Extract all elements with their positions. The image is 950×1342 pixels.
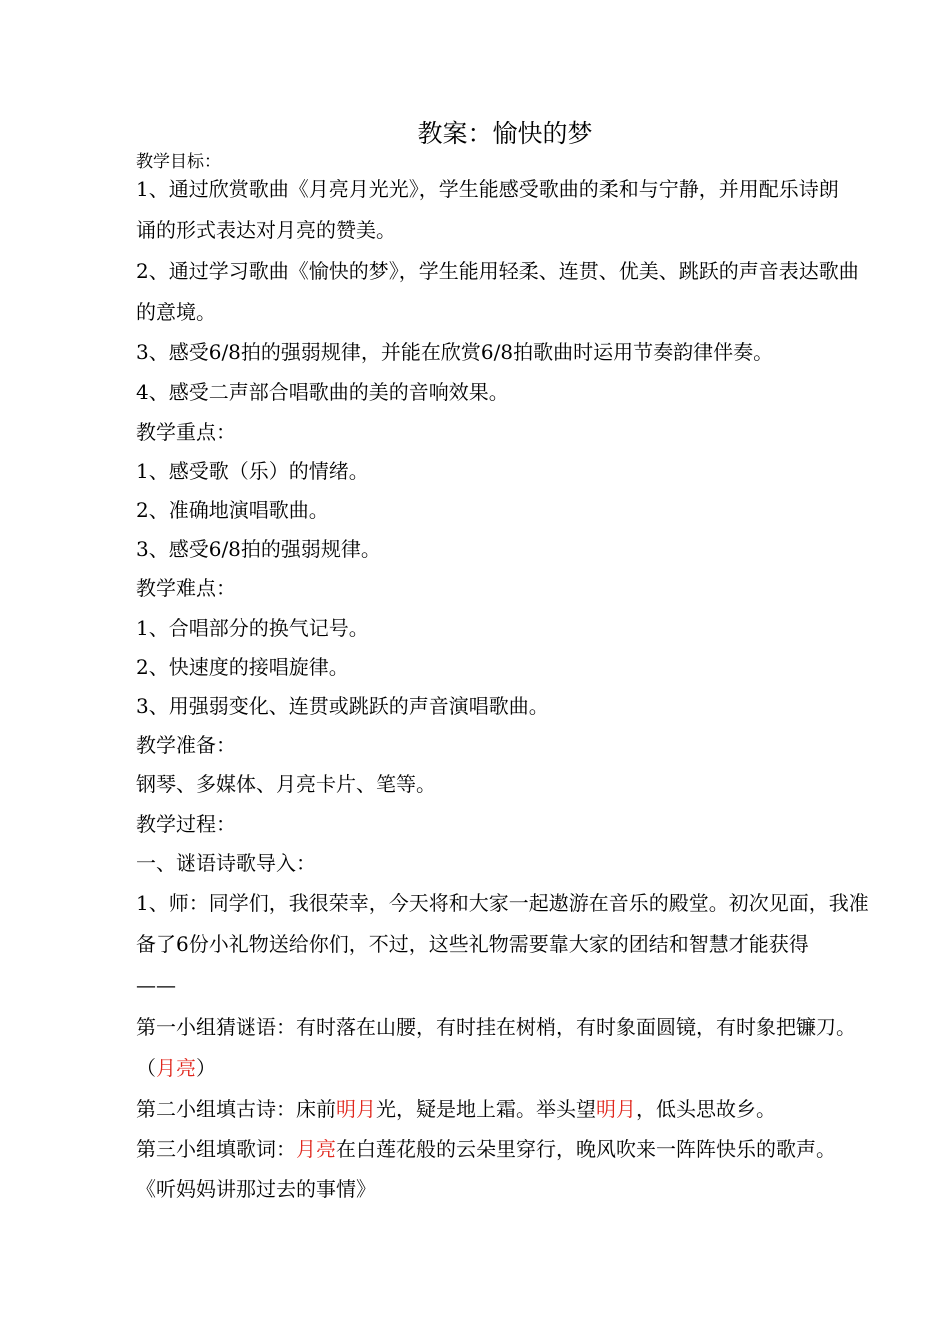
group-3-lyrics (136, 1135, 880, 1163)
goals-heading: 教学目标： (136, 152, 221, 172)
difficult-2: 2、快速度的接唱旋律。 (136, 655, 349, 679)
process-heading: 教学过程： (136, 812, 236, 836)
prep-items: 钢琴、多媒体、月亮卡片、笔等。 (136, 772, 436, 796)
key-3: 3、感受6/8拍的强弱规律。 (136, 537, 381, 561)
difficult-heading: 教学难点： (136, 576, 236, 600)
page-title: 教案：愉快的梦 (417, 119, 593, 148)
group-1-answer (136, 1054, 880, 1082)
poem-text-3: ，低头思故乡。 (636, 1097, 776, 1121)
group-2-poem (136, 1095, 880, 1123)
process-section-1: 一、谜语诗歌导入： (136, 851, 316, 875)
process-para-1-line-2: 备了6份小礼物送给你们，不过，这些礼物需要靠大家的团结和智慧才能获得 (136, 932, 809, 956)
process-para-1-line-3: —— (136, 973, 176, 997)
goal-4: 4、感受二声部合唱歌曲的美的音响效果。 (136, 380, 509, 404)
lyrics-text-1: 第三小组填歌词： (136, 1137, 296, 1161)
poem-text-2: 光，疑是地上霜。举头望 (376, 1097, 596, 1121)
lyrics-highlight: 月亮 (296, 1137, 336, 1161)
key-2: 2、准确地演唱歌曲。 (136, 498, 329, 522)
goal-2-line-1: 2、通过学习歌曲《愉快的梦》，学生能用轻柔、连贯、优美、跳跃的声音表达歌曲 (136, 259, 859, 283)
key-heading: 教学重点： (136, 420, 236, 444)
key-1: 1、感受歌（乐）的情绪。 (136, 459, 369, 483)
answer-text: 月亮 (156, 1056, 196, 1080)
goal-3: 3、感受6/8拍的强弱规律，并能在欣赏6/8拍歌曲时运用节奏韵律伴奏。 (136, 340, 774, 364)
answer-open-paren: （ (136, 1056, 156, 1080)
difficult-1: 1、合唱部分的换气记号。 (136, 616, 369, 640)
difficult-3: 3、用强弱变化、连贯或跳跃的声音演唱歌曲。 (136, 694, 549, 718)
poem-highlight-1: 明月 (336, 1097, 376, 1121)
poem-text-1: 第二小组填古诗：床前 (136, 1097, 336, 1121)
poem-highlight-2: 明月 (596, 1097, 636, 1121)
goal-1-line-1: 1、通过欣赏歌曲《月亮月光光》，学生能感受歌曲的柔和与宁静，并用配乐诗朗 (136, 177, 839, 201)
goal-1-line-2: 诵的形式表达对月亮的赞美。 (136, 218, 396, 242)
prep-heading: 教学准备： (136, 733, 236, 757)
goal-2-line-2: 的意境。 (136, 300, 216, 324)
answer-close-paren: ） (196, 1056, 216, 1080)
song-title: 《听妈妈讲那过去的事情》 (136, 1177, 376, 1201)
lyrics-text-2: 在白莲花般的云朵里穿行，晚风吹来一阵阵快乐的歌声。 (336, 1137, 836, 1161)
group-1-riddle: 第一小组猜谜语：有时落在山腰，有时挂在树梢，有时象面圆镜，有时象把镰刀。 (136, 1015, 856, 1039)
process-para-1-line-1: 1、师：同学们，我很荣幸，今天将和大家一起遨游在音乐的殿堂。初次见面，我准 (136, 891, 869, 915)
